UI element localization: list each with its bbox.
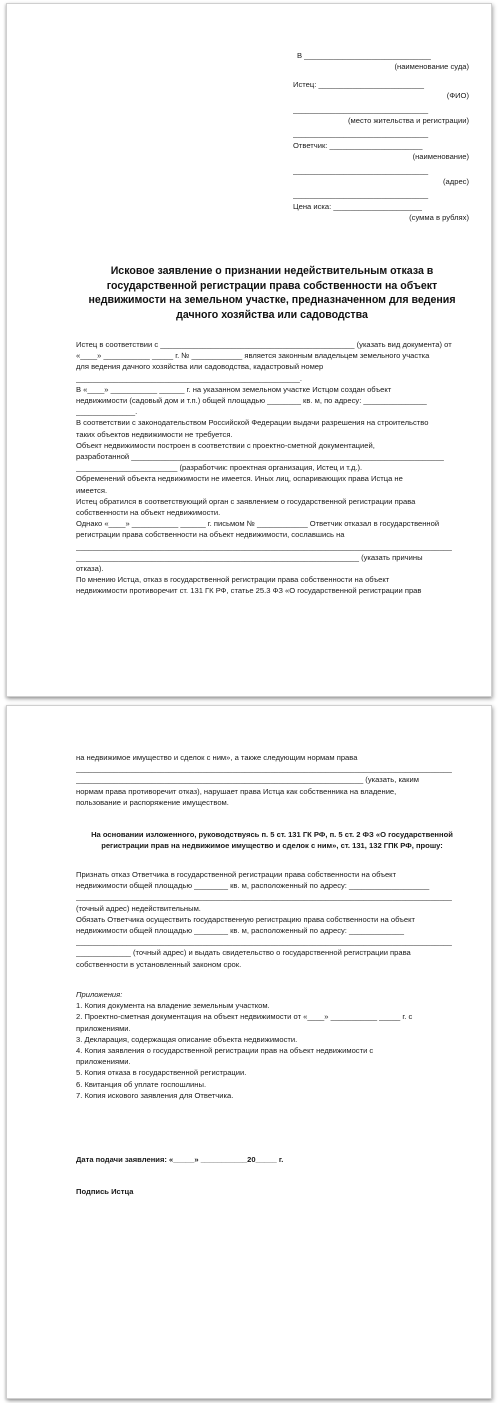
basis-line: На основании изложенного, руководствуясь п. 5 ст. 131 ГК РФ, п. 5 ст. 2 ФЗ «О государственной [91,830,453,839]
request-line: _________________________________________________________________________________________ [76,937,452,947]
body-line: _________________________________________________________________________________________ [76,764,452,774]
request-line: недвижимости общей площадью ________ кв. м, расположенный по адресу: ___________________ [76,881,430,891]
filing-date [76,1154,468,1165]
body-line: Обременений объекта недвижимости не имеется. Иных лиц, оспаривающих права Истца не [76,474,403,484]
request-line: _________________________________________________________________________________________ [76,892,452,902]
filing-date-line: Дата подачи заявления: «_____» ___________20_____ г. [76,1155,284,1164]
attachment-item: приложениями. [76,1023,131,1033]
title-line: дачного хозяйства или садоводства [176,308,368,321]
body-line: ______________. [76,407,138,417]
request-line: недвижимости общей площадью ________ кв. м, расположенный по адресу: _____________ [76,926,404,936]
body-line: Объект недвижимости построен в соответствии с проектно-сметной документацией, [76,440,375,450]
request-line: _____________ (точный адрес) и выдать свидетельство о государственной регистрации права [76,948,411,958]
document-page-2 [6,705,492,1399]
request-line: (точный адрес) недействительным. [76,903,201,913]
document-page-1 [6,3,492,697]
body-line: «____» ___________ _____ г. № ____________ является законным владельцем земельного участка [76,351,430,361]
title-line: недвижимости на земельном участке, предназначенном для ведения [88,294,456,307]
header-blank-line: ________________________________ [293,129,429,139]
header-court-caption: (наименование суда) [394,62,469,72]
body-line: собственности на объект недвижимости. [76,508,221,518]
body-line: имеется. [76,485,108,495]
signature-label: Подпись Истца [76,1187,134,1196]
request-line: Обязать Ответчика осуществить государственную регистрацию права собственности на объект [76,914,416,924]
attachment-item: 4. Копия заявления о государственной регистрации прав на объект недвижимости с [76,1046,374,1056]
attachment-item: 3. Декларация, содержащая описание объекта недвижимости. [76,1034,298,1044]
body-line: на недвижимое имущество и сделок с ним», а также следующим нормам права [76,753,358,762]
title-line: государственной регистрации права собственности на объект [106,279,438,292]
request-line: Признать отказ Ответчика в государственной регистрации права собственности на объект [76,870,397,879]
header-defendant-line: Ответчик: ______________________ [293,140,423,150]
attachment-item: 6. Квитанция об уплате госпошлины. [76,1079,207,1089]
body-line: пользование и распоряжение имуществом. [76,797,229,807]
body-line: нормам права противоречит отказ), нарушает права Истца как собственника на владение, [76,786,397,796]
header-blank-line: ________________________________ [293,165,429,175]
header-claim-price-line: Цена иска: _____________________ [293,201,423,211]
body-line: ___________________________________________________________________ (указать причины [76,552,423,562]
body-line: для ведения дачного хозяйства или садоводства, кадастровый номер [76,362,324,372]
header-claim-price-caption: (сумма в рублях) [409,213,469,223]
header-blank-line: ________________________________ [293,190,429,200]
body-line: разработанной __________________________________________________________________________ [76,452,444,462]
header-address-caption: (адрес) [443,177,469,187]
body-line: отказа). [76,564,104,574]
body-line: ________________________ (разработчик: проектная организация, Истец и т.д.). [76,463,363,473]
body-line: таких объектов недвижимости не требуется. [76,429,233,439]
body-line: ____________________________________________________________________ (указать, каким [76,775,419,785]
attachment-item: 5. Копия отказа в государственной регистрации. [76,1068,247,1078]
body-line: В «____» ___________ ______ г. на указанном земельном участке Истцом создан объект [76,384,392,394]
attachment-item: 7. Копия искового заявления для Ответчика. [76,1090,234,1100]
body-line: Однако «____» ___________ ______ г. письмом № ____________ Ответчик отказал в государственной [76,519,440,529]
header-court-line: В ______________________________ [297,51,431,60]
legal-basis [76,829,468,851]
body-line: В соответствии с законодательством Российской Федерации выдачи разрешения на строительство [76,418,429,428]
body-line: недвижимости противоречит ст. 131 ГК РФ, статье 25.3 ФЗ «О государственной регистрации прав [76,586,422,596]
header-plaintiff-caption: (ФИО) [446,91,469,101]
header-residence-caption: (место жительства и регистрации) [347,116,469,126]
header-blank-line: ________________________________ [293,104,429,114]
signature-block [76,1186,468,1197]
body-line: регистрации права собственности на объект недвижимости, сославшись на [76,530,345,540]
attachment-item: 2. Проектно-сметная документация на объект недвижимости от «____» ___________ _____ г. с [76,1012,413,1022]
body-line: Истец в соответствии с ______________________________________________ (указать вид документа) от [76,340,452,349]
header-block [293,50,469,224]
request-line: собственности в установленный законом срок. [76,959,242,969]
title-line: Исковое заявление о признании недействительным отказа в [110,265,434,277]
header-defendant-caption: (наименование) [412,152,469,162]
body-line: Истец обратился в соответствующий орган с заявлением о государственной регистрации права [76,496,416,506]
attachment-item: приложениями. [76,1057,131,1067]
claim-body-continued [76,752,468,808]
body-line: недвижимости (садовый дом и т.п.) общей площадью ________ кв. м, по адресу: _______________ [76,396,427,406]
attachments-heading: Приложения: [76,990,123,999]
body-line: По мнению Истца, отказ в государственной регистрации права собственности на объект [76,575,390,585]
basis-line: регистрации прав на недвижимое имущество и сделок с ним», ст. 131, 132 ГПК РФ, прошу: [101,841,443,851]
claim-body [76,339,468,597]
header-plaintiff-line: Истец: _________________________ [293,79,425,89]
attachment-item: 1. Копия документа на владение земельным участком. [76,1001,270,1011]
attachments-block [76,989,468,1101]
body-line: _________________________________________________________________________________________ [76,541,452,551]
document-title [76,264,468,322]
body-line: _____________________________________________________. [76,373,302,383]
requests-block [76,869,468,970]
